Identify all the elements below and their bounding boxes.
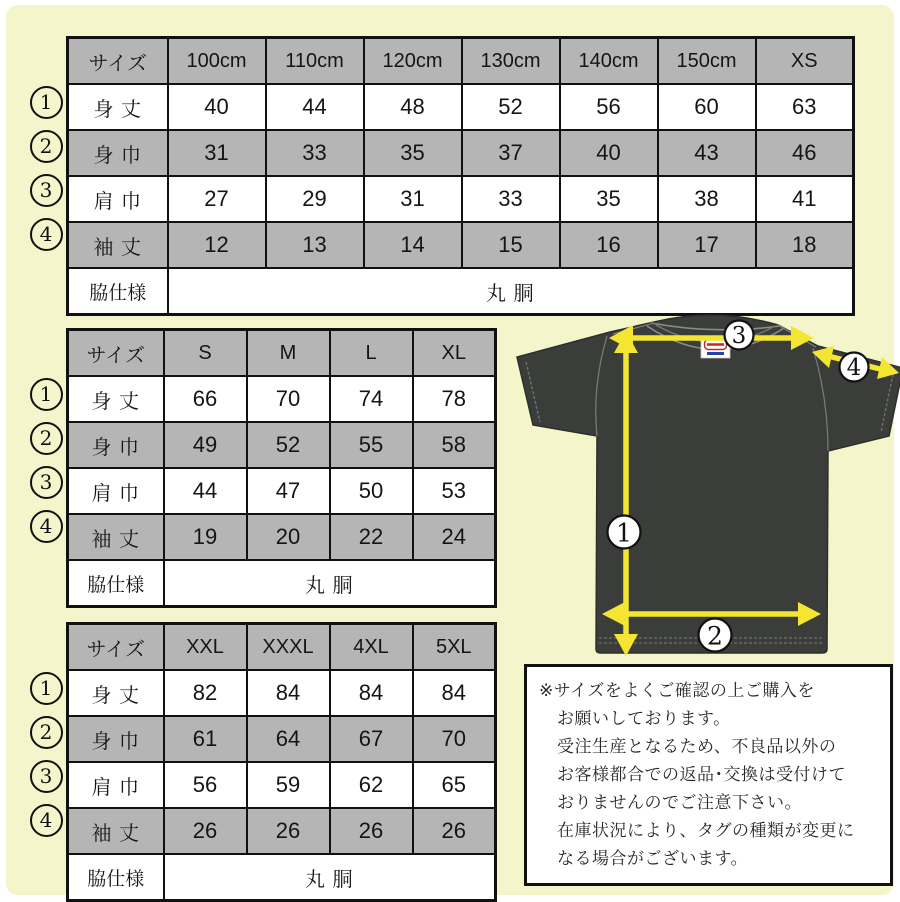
notice-line: お願いしております。 <box>557 709 731 728</box>
size-value: 74 <box>330 376 413 422</box>
table-row <box>68 422 496 468</box>
size-value: 35 <box>364 130 462 176</box>
size-value: 29 <box>266 176 364 222</box>
size-value: 47 <box>247 468 330 514</box>
column-header: 100cm <box>168 38 266 85</box>
header-row <box>68 624 496 671</box>
size-value: 22 <box>330 514 413 560</box>
row-label: 肩 巾 <box>68 468 164 514</box>
size-value: 33 <box>266 130 364 176</box>
column-header: XL <box>413 330 496 377</box>
size-value: 63 <box>756 84 854 130</box>
notice-line: なる場合がございます。 <box>557 849 749 868</box>
column-header: 150cm <box>658 38 756 85</box>
column-header: 130cm <box>462 38 560 85</box>
size-value: 62 <box>330 762 413 808</box>
row-marker-4 <box>26 798 66 842</box>
row-marker-3 <box>26 460 66 504</box>
row-marker-1 <box>26 666 66 710</box>
size-value: 52 <box>247 422 330 468</box>
footer-value: 丸 胴 <box>164 560 496 607</box>
size-value: 61 <box>164 716 247 762</box>
column-header: L <box>330 330 413 377</box>
row-marker-1 <box>26 80 66 124</box>
row-marker-4 <box>26 504 66 548</box>
size-value: 12 <box>168 222 266 268</box>
column-header: 5XL <box>413 624 496 671</box>
notice-line: おりませんのでご注意下さい。 <box>557 793 802 812</box>
footer-label: 脇仕様 <box>68 560 164 607</box>
table-row <box>68 468 496 514</box>
size-table-kids <box>66 36 855 316</box>
marker-circle-2 <box>699 619 732 652</box>
row-marker-2 <box>26 416 66 460</box>
size-value: 67 <box>330 716 413 762</box>
size-table-big <box>66 622 497 902</box>
size-value: 24 <box>413 514 496 560</box>
size-value: 31 <box>168 130 266 176</box>
svg-text:3: 3 <box>731 323 747 349</box>
size-value: 60 <box>658 84 756 130</box>
size-value: 26 <box>330 808 413 854</box>
notice-line: 受注生産となるため、不良品以外の <box>557 737 837 756</box>
header-row <box>68 38 854 85</box>
size-value: 26 <box>413 808 496 854</box>
table-row <box>68 808 496 854</box>
row-label: 身 巾 <box>68 130 168 176</box>
circled-number: 3 <box>30 174 63 207</box>
size-value: 40 <box>168 84 266 130</box>
svg-text:1: 1 <box>616 518 632 548</box>
row-label: 袖 丈 <box>68 808 164 854</box>
notice-line: 在庫状況により、タグの種類が変更に <box>557 821 855 840</box>
table-row <box>68 84 854 130</box>
size-value: 70 <box>247 376 330 422</box>
table-row <box>68 762 496 808</box>
table-row <box>68 514 496 560</box>
row-label: 身 巾 <box>68 716 164 762</box>
table-row <box>68 376 496 422</box>
size-value: 13 <box>266 222 364 268</box>
column-header: XXL <box>164 624 247 671</box>
circled-number: 3 <box>30 760 63 793</box>
tshirt-diagram <box>506 301 900 665</box>
footer-row <box>68 854 496 901</box>
footer-label: 脇仕様 <box>68 854 164 901</box>
column-header: XS <box>756 38 854 85</box>
size-value: 53 <box>413 468 496 514</box>
size-value: 58 <box>413 422 496 468</box>
marker-circle-1 <box>608 516 641 549</box>
size-table-adult <box>66 328 497 608</box>
row-label: 肩 巾 <box>68 762 164 808</box>
row-label: 肩 巾 <box>68 176 168 222</box>
size-value: 35 <box>560 176 658 222</box>
size-value: 48 <box>364 84 462 130</box>
footer-value: 丸 胴 <box>168 268 854 315</box>
size-value: 31 <box>364 176 462 222</box>
size-value: 49 <box>164 422 247 468</box>
row-marker-2 <box>26 124 66 168</box>
size-value: 84 <box>413 670 496 716</box>
table-row <box>68 222 854 268</box>
row-label: 身 丈 <box>68 84 168 130</box>
size-value: 33 <box>462 176 560 222</box>
size-value: 18 <box>756 222 854 268</box>
size-value: 64 <box>247 716 330 762</box>
column-header: 110cm <box>266 38 364 85</box>
size-value: 17 <box>658 222 756 268</box>
size-value: 84 <box>330 670 413 716</box>
size-value: 38 <box>658 176 756 222</box>
size-value: 78 <box>413 376 496 422</box>
size-value: 26 <box>164 808 247 854</box>
table-row <box>68 670 496 716</box>
size-value: 52 <box>462 84 560 130</box>
row-markers <box>26 622 66 842</box>
header-row <box>68 330 496 377</box>
circled-number: 1 <box>30 378 63 411</box>
row-label: 身 巾 <box>68 422 164 468</box>
size-value: 56 <box>164 762 247 808</box>
purchase-notice <box>524 664 893 886</box>
size-value: 46 <box>756 130 854 176</box>
row-marker-2 <box>26 710 66 754</box>
size-value: 65 <box>413 762 496 808</box>
column-header: 140cm <box>560 38 658 85</box>
circled-number: 4 <box>30 218 63 251</box>
circled-number: 2 <box>30 422 63 455</box>
column-header: XXXL <box>247 624 330 671</box>
column-header: S <box>164 330 247 377</box>
circled-number: 1 <box>30 672 63 705</box>
notice-line: ※サイズをよくご確認の上ご購入を <box>539 681 815 700</box>
size-value: 19 <box>164 514 247 560</box>
circled-number: 2 <box>30 716 63 749</box>
column-header: サイズ <box>68 330 164 377</box>
circled-number: 2 <box>30 130 63 163</box>
circled-number: 1 <box>30 86 63 119</box>
size-value: 44 <box>266 84 364 130</box>
size-value: 55 <box>330 422 413 468</box>
column-header: 4XL <box>330 624 413 671</box>
row-marker-3 <box>26 754 66 798</box>
size-value: 37 <box>462 130 560 176</box>
row-markers <box>26 36 66 256</box>
size-table-kids-block <box>26 36 855 316</box>
svg-text:2: 2 <box>707 621 723 651</box>
circled-number: 4 <box>30 510 63 543</box>
marker-circle-3 <box>725 321 754 350</box>
size-chart-page <box>6 5 894 895</box>
row-label: 身 丈 <box>68 670 164 716</box>
size-value: 44 <box>164 468 247 514</box>
circled-number: 3 <box>30 466 63 499</box>
size-value: 43 <box>658 130 756 176</box>
column-header: サイズ <box>68 624 164 671</box>
column-header: サイズ <box>68 38 168 85</box>
size-value: 41 <box>756 176 854 222</box>
size-value: 14 <box>364 222 462 268</box>
size-value: 70 <box>413 716 496 762</box>
row-label: 袖 丈 <box>68 222 168 268</box>
size-value: 20 <box>247 514 330 560</box>
row-label: 身 丈 <box>68 376 164 422</box>
column-header: M <box>247 330 330 377</box>
row-label: 袖 丈 <box>68 514 164 560</box>
size-value: 26 <box>247 808 330 854</box>
column-header: 120cm <box>364 38 462 85</box>
row-marker-4 <box>26 212 66 256</box>
size-value: 27 <box>168 176 266 222</box>
size-value: 84 <box>247 670 330 716</box>
size-value: 15 <box>462 222 560 268</box>
notice-line: お客様都合での返品･交換は受付けて <box>557 765 846 784</box>
table-row <box>68 716 496 762</box>
size-value: 40 <box>560 130 658 176</box>
svg-text:4: 4 <box>846 355 862 381</box>
footer-value: 丸 胴 <box>164 854 496 901</box>
row-markers <box>26 328 66 548</box>
row-marker-3 <box>26 168 66 212</box>
footer-row <box>68 560 496 607</box>
size-value: 16 <box>560 222 658 268</box>
size-value: 82 <box>164 670 247 716</box>
marker-circle-4 <box>840 353 869 382</box>
table-row <box>68 130 854 176</box>
row-marker-1 <box>26 372 66 416</box>
size-table-adult-block <box>26 328 497 608</box>
footer-label: 脇仕様 <box>68 268 168 315</box>
size-value: 56 <box>560 84 658 130</box>
size-table-big-block <box>26 622 497 902</box>
size-value: 59 <box>247 762 330 808</box>
size-value: 50 <box>330 468 413 514</box>
size-value: 66 <box>164 376 247 422</box>
circled-number: 4 <box>30 804 63 837</box>
table-row <box>68 176 854 222</box>
